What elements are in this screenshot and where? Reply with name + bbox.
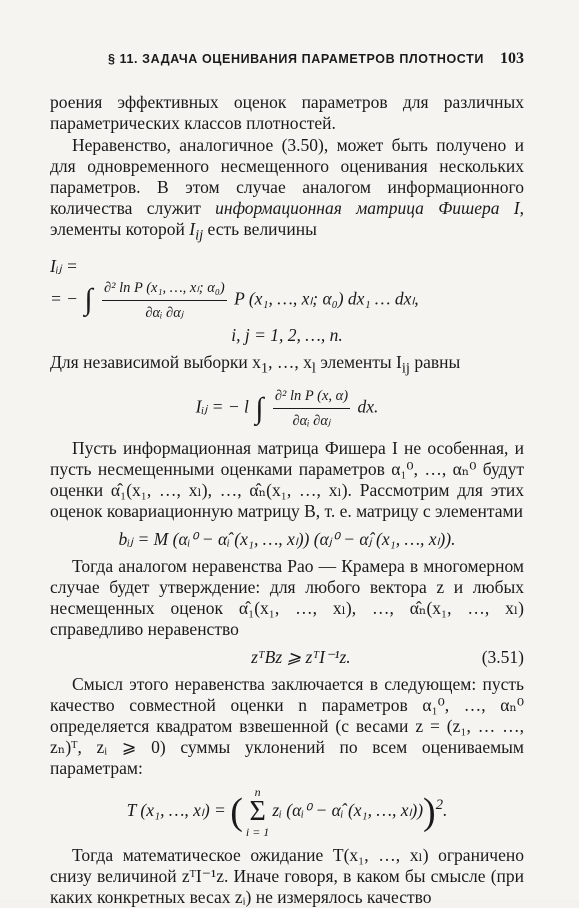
page-number: 103: [500, 50, 524, 67]
paragraph-6: Смысл этого неравенства заключается в следующем: пусть качество совместной оценки n параметров α₁⁰, …, αₙ⁰ определяется квадратом взвешенной (с весами z = (z₁, … …, zₙ)ᵀ, zᵢ ⩾ 0) суммы уклонений по всем оцениваемым параметрам:: [50, 674, 524, 778]
paragraph-7: Тогда математическое ожидание T(x₁, …, xₗ) ограничено снизу величиной zᵀI⁻¹z. Иначе говоря, в каком бы смысле (при каких конкретных весах zᵢ) не измерялось качество: [50, 845, 524, 907]
equation-number: (3.51): [481, 647, 524, 667]
formula-independent-sample: Iᵢⱼ = − l ∫ $\frac{\text{∂² ln P (x, α)}}{\text{∂αᵢ ∂αⱼ}}$ dx.: [50, 385, 524, 432]
paragraph-2: Неравенство, аналогичное (3.50), может быть получено и для одновременного несмещенного оценивания нескольких параметров. В этом случае аналогом информационного количества служит информационная матрица Фишера I, элементы которой $I_{ij}$ есть величины: [50, 135, 524, 244]
paragraph-5: Тогда аналогом неравенства Рао — Крамера в многомерном случае будет утверждение: для любого вектора z и любых несмещенных оценок α̂₁(x₁, …, xₗ), …, α̂ₙ(x₁, …, xₗ) справедливо неравенство: [50, 556, 524, 639]
running-header: § 11. ЗАДАЧА ОЦЕНИВАНИЯ ПАРАМЕТРОВ ПЛОТНОСТИ: [108, 52, 484, 66]
fraction: $\frac{\text{∂² ln P (x, α)}}{\text{∂αᵢ ∂αⱼ}}$: [273, 385, 350, 432]
formula-fisher-elements: Iᵢⱼ = = − ∫ $\frac{\text{∂² ln P (x₁, …, xₗ; α₀)}}{\text{∂αᵢ ∂αⱼ}}$ P (x₁, …, xₗ; α₀) dx₁ … dxₗ, i, j = 1, 2, …, n.: [50, 255, 419, 345]
integral-sign: ∫: [255, 391, 264, 425]
integral-sign: ∫: [84, 283, 93, 316]
paragraph-4: Пусть информационная матрица Фишера I не особенная, и пусть несмещенными оценками параметров α₁⁰, …, αₙ⁰ будут оценки α̂₁(x₁, …, xₗ), …, α̂ₙ(x₁, …, xₗ). Рассмотрим для этих оценок ковариационную матрицу B, т. е. матрицу с элементами: [50, 438, 524, 521]
emphasis-fisher-matrix: информационная матрица Фишера I: [215, 198, 520, 218]
paragraph-1: роения эффективных оценок параметров для различных параметрических классов плотностей.: [50, 92, 524, 133]
fraction: $\frac{\text{∂² ln P (x₁, …, xₗ; α₀)}}{\text{∂αᵢ ∂αⱼ}}$: [102, 277, 227, 324]
paragraph-3: Для независимой выборки $x_1$, …, $x_l$ элементы $I_{ij}$ равны: [50, 351, 461, 376]
formula-covariance: bᵢⱼ = M (αᵢ⁰ − α̂ᵢ (x₁, …, xₗ)) (αⱼ⁰ − α̂ⱼ (x₁, …, xₗ)).: [118, 529, 456, 549]
formula-3-51: zᵀBz ⩾ zᵀI⁻¹z. (3.51): [251, 647, 524, 667]
formula-quality-measure: T (x₁, …, xₗ) = ( n Σ i = 1 zᵢ (αᵢ⁰ − α̂ᵢ (x₁, …, xₗ)))$^2$.: [126, 785, 448, 839]
sigma-sign: Σ: [249, 796, 266, 827]
page-body: [50, 92, 524, 908]
summation: n Σ i = 1: [245, 785, 270, 839]
